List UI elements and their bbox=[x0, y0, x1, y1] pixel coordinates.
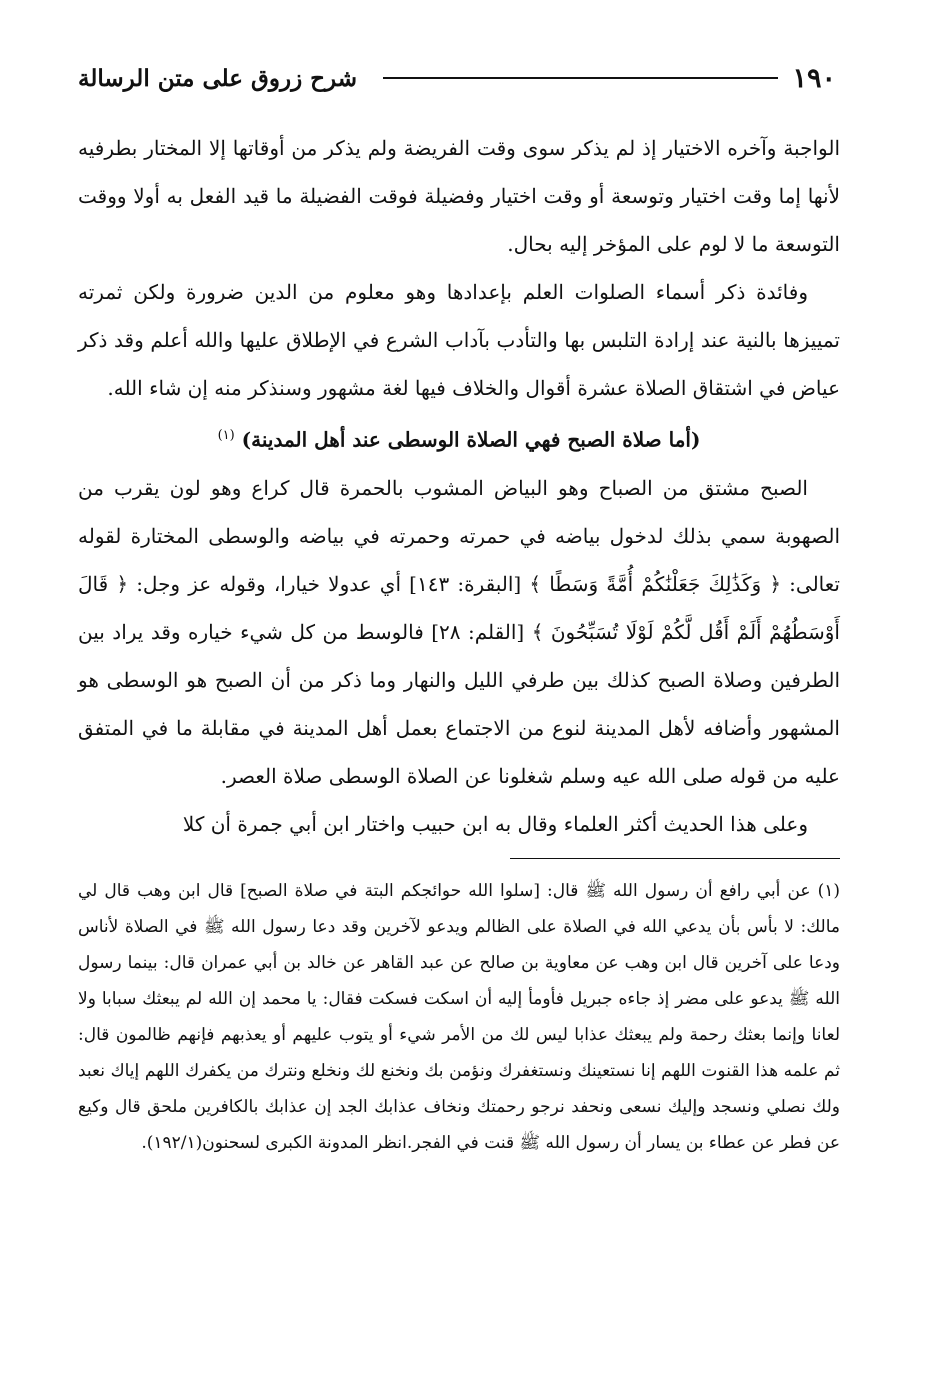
footnote-divider bbox=[510, 858, 840, 859]
footnote: (١) عن أبي رافع أن رسول الله ﷺ قال: [سلوا الله حوائجكم البتة في صلاة الصبح] قال ابن وهب قال لي مالك: لا بأس بأن يدعي الله في الصلاة على الظالم ويدعو لآخرين وقد دعا رسول الله ﷺ في الصلاة لأناس ودعا على آخرين قال ابن وهب عن معاوية بن صالح عن عبد القاهر عن خالد بن أبي عمران قال: بينما رسول الله ﷺ يدعو على مضر إذ جاءه جبريل فأومأ إليه أن اسكت فسكت فقال: يا محمد إن الله لم يبعثك سبابا ولا لعانا وإنما بعثك رحمة ولم يبعثك عذابا ليس لك من الأمر شيء أو يتوب عليهم أو يعذبهم فإنهم ظالمون قال: ثم علمه هذا القنوت اللهم إنا نستعينك ونستغفرك ونؤمن بك ونخنع لك ونخلع ونترك من يكفرك اللهم إياك نعبد ولك نصلي ونسجد وإليك نسعى ونحفد نرجو رحمتك ونخاف عذابك الجد إن عذابك بالكافرين ملحق قال وكيع عن فطر عن عطاء بن يسار أن رسول الله ﷺ قنت في الفجر.انظر المدونة الكبرى لسحنون(١٩٢/١). bbox=[78, 880, 840, 1153]
running-title: شرح زروق على متن الرسالة bbox=[78, 64, 357, 92]
paragraph-2: وفائدة ذكر أسماء الصلوات العلم بإعدادها وهو معلوم من الدين ضرورة ولكن ثمرته تمييزها بالنية عند إرادة التلبس بها والتأدب بآداب الشرع في الإطلاق عليها والله أعلم وقد ذكر عياض في اشتقاق الصلاة عشرة أقوال والخلاف فيها لغة مشهور وسنذكر منه إن شاء الله. bbox=[78, 280, 840, 400]
paragraph-4: وعلى هذا الحديث أكثر العلماء وقال به ابن حبيب واختار ابن أبي جمرة أن كلا bbox=[182, 811, 808, 836]
paragraph-1: الواجبة وآخره الاختيار إذ لم يذكر سوى وقت الفريضة ولم يذكر من أوقاتها إلا المختار بطرفيه لأنها إما وقت اختيار وتوسعة أو وقت اختيار وفضيلة فوقت الفضيلة ما قيد الفعل به أولا ووقت التوسعة ما لا لوم على المؤخر إليه بحال. bbox=[78, 136, 840, 256]
header-rule bbox=[383, 77, 778, 79]
section-heading bbox=[78, 412, 840, 464]
page-number: ١٩٠ bbox=[792, 62, 836, 94]
paragraph-3: الصبح مشتق من الصباح وهو البياض المشوب بالحمرة قال كراع وهو لون يقرب من الصهوبة سمي بذلك لدخول بياضه في حمرته وحمرته في بياضه والوسطى المختارة لقوله تعالى: ﴿ وَكَذَٰلِكَ جَعَلْنَٰكُمْ أُمَّةً وَسَطًا ﴾ [البقرة: ١٤٣] أي عدولا خيارا، وقوله عز وجل: ﴿ قَالَ أَوْسَطُهُمْ أَلَمْ أَقُل لَّكُمْ لَوْلَا تُسَبِّحُونَ ﴾ [القلم: ٢٨] فالوسط من كل شيء خياره وقد يراد بين الطرفين وصلاة الصبح كذلك بين طرفي الليل والنهار وما ذكر من أن الصبح هو الوسطى هو المشهور وأضافه لأهل المدينة لنوع من الاجتماع بعمل أهل المدينة في مقابلة ما في المتفق عليه من قوله صلى الله عيه وسلم شغلونا عن الصلاة الوسطى صلاة العصر. bbox=[78, 475, 840, 788]
page-header bbox=[78, 50, 840, 106]
book-page bbox=[78, 50, 840, 1161]
main-text bbox=[78, 124, 840, 848]
section-heading-text: (أما صلاة الصبح فهي الصلاة الوسطى عند أهل المدينة) bbox=[241, 427, 701, 452]
footnote-marker: (١) bbox=[217, 428, 235, 443]
